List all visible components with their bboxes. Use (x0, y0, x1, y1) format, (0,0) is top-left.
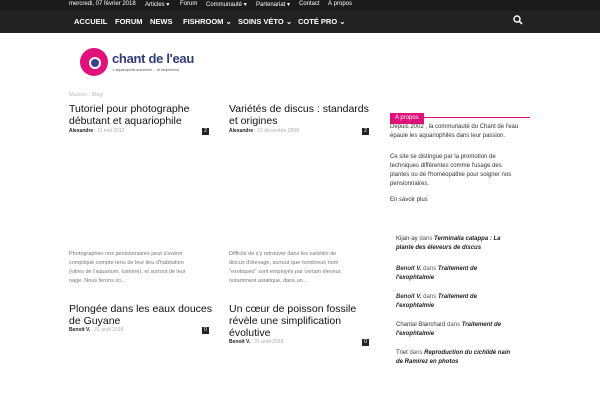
top-bar (0, 0, 600, 11)
comment-count-badge[interactable]: 2 (362, 128, 369, 135)
post-author[interactable]: Benoit V. (229, 339, 251, 345)
post-date: 31 août 2018 (254, 339, 284, 345)
comment-post-link[interactable]: Traitement de l'exophtalmie (396, 294, 478, 309)
post-date: 21 août 2018 (94, 327, 124, 333)
post-author[interactable]: Alexandre (69, 128, 94, 134)
recent-comment: Kijan-ay dans Terminalia catappa : La plante des éleveurs de discus (396, 236, 501, 251)
logo-tagline: L'aquariophilie autrement ... et simplement (113, 68, 179, 72)
breadcrumb-current: Blog (91, 92, 103, 98)
logo-mark-icon (80, 48, 108, 76)
comment-author[interactable]: Kijan-ay (396, 236, 418, 242)
post-date: 12 décembre 2009 (257, 128, 299, 134)
comment-post-link[interactable]: Reproduction du cichlidé nain de Ramirez en photos (396, 350, 511, 365)
recent-comment: Triet dans Reproduction du cichlidé nain de Ramirez en photos (396, 350, 511, 365)
top-link-contact[interactable]: Contact (299, 1, 320, 7)
top-link-articles[interactable]: Articles ▾ (145, 2, 170, 8)
nav-item-soins-veto[interactable]: SOINS VÉTO ⌄ (238, 17, 293, 26)
chevron-down-icon: ⌄ (225, 17, 232, 26)
post-meta (229, 128, 299, 134)
recent-comment: Benoit V. dans Traitement de l'exophtalmie (396, 294, 478, 309)
post-author[interactable]: Alexandre (229, 128, 254, 134)
sidebar-distinct-text: Ce site se distingue par la promotion de techniques différentes comme l'usage des plantes ou de l'homéopathie pour soigner nos pensionnaires. (390, 154, 512, 187)
breadcrumb (69, 92, 103, 98)
post-meta (69, 327, 123, 333)
recent-comment: Chantal Blanchard dans Traitement de l'exophtalmie (396, 322, 501, 337)
post-title[interactable]: Variétés de discus : standards et origines (229, 103, 369, 127)
site-logo[interactable] (80, 48, 210, 78)
comment-post-link[interactable]: Traitement de l'exophtalmie (396, 266, 478, 281)
post-title[interactable]: Plongée dans les eaux douces de Guyane (69, 303, 213, 327)
comment-author[interactable]: Benoit V. (396, 294, 422, 300)
post-excerpt: Photographier nos pensionnaires peut s'avérer compliqué compte tenu de leur lieu d'habitation (vitres de l'aquarium, lumière), et surtout de leur nage. Nous ferons ici... (69, 251, 186, 284)
comment-author[interactable]: Benoit V. (396, 266, 422, 272)
nav-item-news[interactable]: NEWS (150, 17, 173, 26)
comment-count-badge[interactable]: 2 (202, 128, 209, 135)
top-link-apropos[interactable]: À propos (328, 1, 353, 7)
recent-comment: Benoit V. dans Traitement de l'exophtalmie (396, 266, 478, 281)
nav-item-forum[interactable]: FORUM (115, 17, 143, 26)
post-meta (229, 339, 283, 345)
comment-count-badge[interactable]: 0 (362, 339, 369, 346)
post-title[interactable]: Tutoriel pour photographe débutant et aquariophile (69, 103, 190, 127)
post-excerpt: Difficile de s'y retrouver dans les variétés de discus d'élevage, surtout que nombreux nom "exotiques" sont employés par certain éleveur, notamment asiatique, dans un... (229, 251, 342, 284)
top-bar-date: mercredi, 07 février 2018 (69, 1, 136, 7)
comment-author[interactable]: Chantal Blanchard (396, 322, 446, 328)
post-author[interactable]: Benoit V. (69, 327, 91, 333)
comment-post-link[interactable]: Terminalia catappa : La plante des éleveurs de discus (396, 236, 501, 251)
comment-author[interactable]: Triet (396, 350, 408, 356)
post-meta (69, 128, 124, 134)
nav-item-accueil[interactable]: ACCUEIL (74, 17, 108, 26)
logo-name: chant de l'eau (112, 51, 194, 66)
main-nav (0, 11, 600, 33)
comment-count-badge[interactable]: 0 (202, 327, 209, 334)
chevron-down-icon: ▾ (166, 2, 170, 8)
top-link-partenariat[interactable]: Partenariat ▾ (256, 2, 291, 8)
comment-post-link[interactable]: Traitement de l'exophtalmie (396, 322, 501, 337)
nav-item-fishroom[interactable]: FISHROOM ⌄ (183, 17, 232, 26)
sidebar-heading: A propos (390, 106, 530, 118)
sidebar-about-text: Depuis 2002 , la communauté du Chant de l'eau épaule les aquariophiles dans leur passion. (390, 124, 519, 139)
chevron-down-icon: ▾ (243, 2, 247, 8)
top-link-communaute[interactable]: Communauté ▾ (206, 2, 247, 8)
search-icon[interactable] (513, 15, 523, 25)
chevron-down-icon: ⌄ (339, 17, 346, 26)
post-title[interactable]: Un cœur de poisson fossile révèle une simplification évolutive (229, 303, 357, 339)
nav-item-cote-pro[interactable]: COTÉ PRO ⌄ (298, 17, 346, 26)
post-date: 11 mai 2012 (97, 128, 125, 134)
breadcrumb-separator: › (88, 92, 91, 98)
sidebar-more-link[interactable]: En savoir plus (390, 197, 428, 203)
top-link-forum[interactable]: Forum (180, 1, 198, 7)
chevron-down-icon: ▾ (287, 2, 291, 8)
breadcrumb-home[interactable]: Maison (69, 92, 87, 98)
chevron-down-icon: ⌄ (285, 17, 293, 26)
